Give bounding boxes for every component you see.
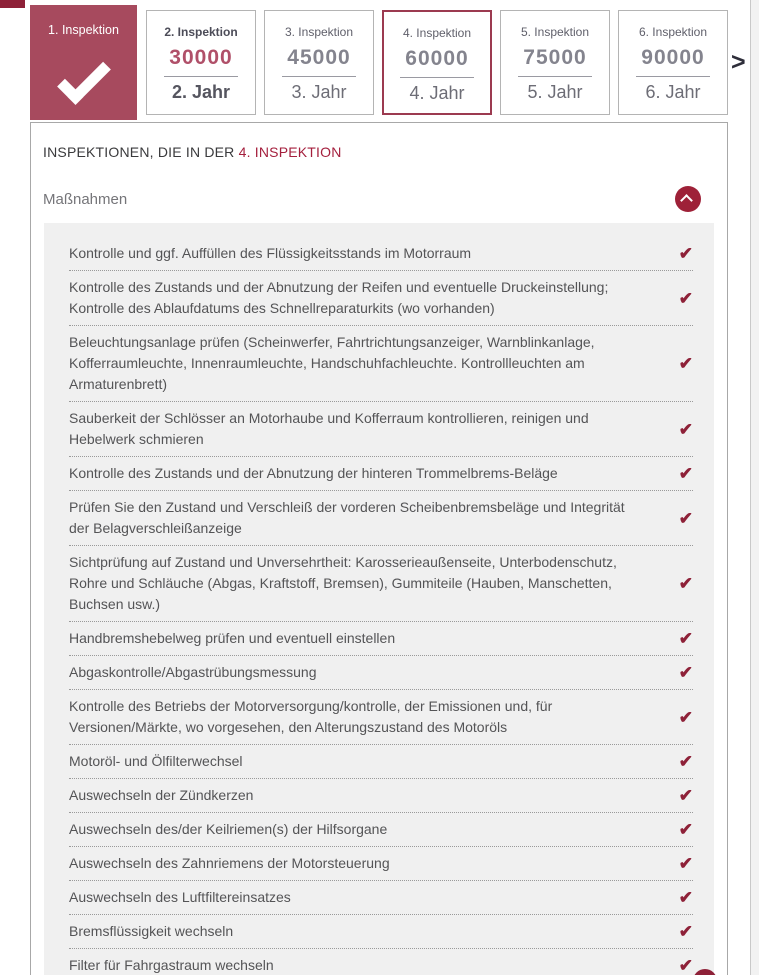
panel-heading [43,144,342,160]
check-icon: ✔ [678,854,693,873]
measure-label: Auswechseln der Zündkerzen [69,787,254,803]
tab-divider [636,76,710,77]
check-icon: ✔ [678,464,693,483]
measure-label: Auswechseln des Zahnriemens der Motorsteuerung [69,855,390,871]
measure-label: Kontrolle des Zustands und der Abnutzung der Reifen und eventuelle Druckeinstellung; Kontrolle des Ablaufdatums des Schnellreparaturkits (wo vorhanden) [69,279,609,316]
tab-label: 1. Inspektion [48,23,119,37]
tab-year-value: 6. Jahr [645,82,701,102]
measure-row [69,881,693,915]
measure-row [69,745,693,779]
tabs-scroll-next-icon[interactable]: > [731,48,746,76]
measure-row [69,457,693,491]
tab-km-value: 75000 [523,46,587,69]
tab-inspektion-2[interactable] [146,10,256,115]
measure-row [69,622,693,656]
measure-row [69,546,693,622]
measure-label: Bremsflüssigkeit wechseln [69,923,234,939]
check-icon: ✔ [678,663,693,682]
check-icon: ✔ [678,419,693,439]
check-icon: ✔ [678,956,693,975]
measure-row [69,779,693,813]
measure-row [69,402,693,457]
done-check-icon [57,51,111,105]
heading-prefix: INSPEKTIONEN, DIE IN DER [43,144,239,160]
tab-inspektion-1[interactable] [30,5,137,120]
collapse-section-button[interactable] [675,186,701,212]
chevron-up-icon [680,194,693,207]
tab-inspektion-5[interactable] [500,10,610,115]
measure-label: Auswechseln des/der Keilriemen(s) der Hilfsorgane [69,821,388,837]
section-title: Maßnahmen [43,191,128,208]
measure-row [69,690,693,745]
measure-label: Kontrolle des Zustands und der Abnutzung der hinteren Trommelbrems-Beläge [69,465,558,481]
check-icon: ✔ [678,288,693,308]
check-icon: ✔ [678,820,693,839]
tab-divider [400,77,474,78]
measure-label: Motoröl- und Ölfilterwechsel [69,753,243,769]
check-icon: ✔ [678,786,693,805]
tab-year-value: 2. Jahr [171,82,231,102]
measure-row [69,813,693,847]
tab-km-value: 60000 [405,47,469,70]
measures-list [44,223,714,975]
tab-km-value: 45000 [287,46,351,69]
measure-label: Kontrolle und ggf. Auffüllen des Flüssigkeitsstands im Motorraum [69,245,472,261]
tab-year-value: 4. Jahr [409,83,465,103]
measure-row [69,847,693,881]
measure-label: Beleuchtungsanlage prüfen (Scheinwerfer, Fahrtrichtungsanzeiger, Warnblinkanlage, Kofferraumleuchte, Innenraumleuchte, Handschuhfachleuchte. Kontrollleuchten am Armaturenbrett) [69,334,595,392]
measure-row [69,237,693,271]
tab-inspektion-4[interactable] [382,10,492,115]
measure-label: Prüfen Sie den Zustand und Verschleiß der vorderen Scheibenbremsbeläge und Integrität der Belagverschleißanzeige [69,499,625,536]
measure-row [69,949,693,975]
tab-km-value: 90000 [641,46,705,69]
tab-inspektion-6[interactable] [618,10,728,115]
check-icon: ✔ [678,707,693,727]
check-icon: ✔ [678,752,693,771]
measure-label: Auswechseln des Luftfiltereinsatzes [69,889,291,905]
page-right-gutter [750,0,759,975]
measure-label: Abgaskontrolle/Abgastrübungsmessung [69,664,317,680]
measures-section-header [43,185,717,213]
measure-row [69,656,693,690]
tab-label: 4. Inspektion [402,26,472,40]
check-icon: ✔ [678,574,693,593]
measure-label: Handbremshebelweg prüfen und eventuell einstellen [69,630,396,646]
tab-km-value: 30000 [169,46,233,69]
check-icon: ✔ [678,354,693,373]
tab-year-value: 3. Jahr [291,82,347,102]
tab-label: 6. Inspektion [638,25,708,39]
tab-year-value: 5. Jahr [527,82,583,102]
corner-decoration [0,0,25,8]
tab-label: 2. Inspektion [164,25,238,39]
tab-divider [282,76,356,77]
tab-divider [518,76,592,77]
measure-row [69,326,693,402]
check-icon: ✔ [678,888,693,907]
measure-row [69,271,693,326]
measure-label: Sauberkeit der Schlösser an Motorhaube und Kofferraum kontrollieren, reinigen und Hebelwerk schmieren [69,410,589,447]
check-icon: ✔ [678,629,693,648]
check-icon: ✔ [678,922,693,941]
inspection-panel [30,122,728,975]
heading-highlight: 4. INSPEKTION [238,144,342,160]
measure-label: Filter für Fahrgastraum wechseln [69,957,274,973]
measure-label: Sichtprüfung auf Zustand und Unversehrtheit: Karosserieaußenseite, Unterbodenschutz, Rohre und Schläuche (Abgas, Kraftstoff, Bremsen), Gummiteile (Hauben, Manschetten, Buchsen usw.) [69,554,617,612]
tab-divider [164,76,238,77]
tab-label: 5. Inspektion [520,25,590,39]
tab-inspektion-3[interactable] [264,10,374,115]
check-icon: ✔ [678,244,693,263]
tab-label: 3. Inspektion [284,25,354,39]
measure-row [69,491,693,546]
measure-row [69,915,693,949]
check-icon: ✔ [678,508,693,528]
measure-label: Kontrolle des Betriebs der Motorversorgung/kontrolle, der Emissionen und, für Versionen/Märkte, wo vorgesehen, den Alterungszustand des Motoröls [69,698,553,735]
